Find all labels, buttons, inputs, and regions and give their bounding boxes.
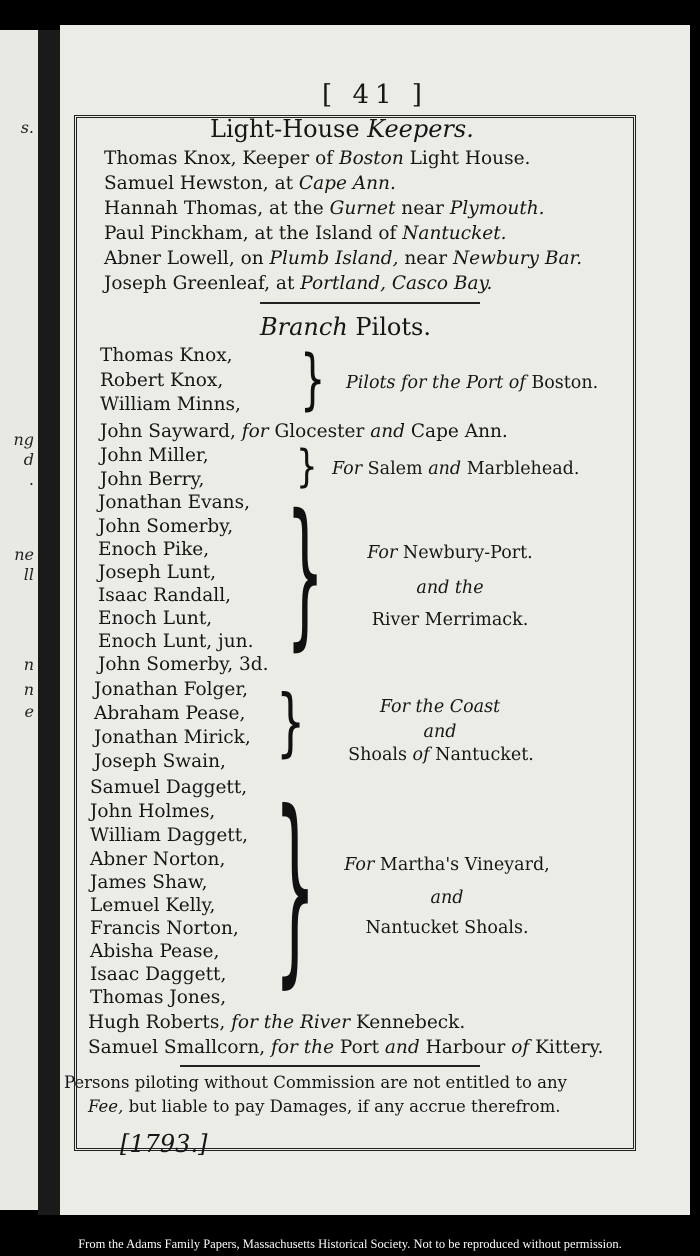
salem-description: For Salem and Marblehead.	[332, 459, 580, 479]
brace-newbury: }	[286, 481, 325, 668]
pilot-name: Jonathan Folger,	[94, 679, 249, 700]
pilot-name: Joseph Lunt,	[98, 562, 217, 583]
margin-fragment: e	[24, 702, 34, 721]
document-page	[60, 25, 690, 1215]
pilot-name: James Shaw,	[90, 872, 208, 893]
pilot-name: Jonathan Evans,	[98, 492, 250, 513]
pilot-name: Joseph Swain,	[94, 751, 226, 772]
keeper-line: Joseph Greenleaf, at Portland, Casco Bay.	[104, 273, 493, 294]
pilot-name: Enoch Lunt, jun.	[98, 631, 254, 652]
margin-fragment: ne	[14, 545, 34, 564]
pilot-name: Jonathan Mirick,	[94, 727, 251, 748]
copyright-footer: From the Adams Family Papers, Massachusetts Historical Society. Not to be reproduced without permission.	[78, 1237, 622, 1251]
nantucket-description-2: and	[423, 722, 457, 742]
vineyard-description-3: Nantucket Shoals.	[365, 918, 529, 938]
nantucket-description-3: Shoals of Nantucket.	[348, 745, 534, 765]
margin-fragment: ng	[13, 430, 34, 449]
pilot-name: William Minns,	[100, 394, 241, 415]
pilot-name: John Miller,	[100, 445, 209, 466]
pilot-name: John Berry,	[100, 469, 205, 490]
margin-fragment: n	[23, 655, 34, 674]
newbury-description-2: and the	[416, 578, 484, 598]
pilot-name: John Holmes,	[90, 801, 216, 822]
margin-fragment: .	[28, 470, 34, 489]
nantucket-description-1: For the Coast	[379, 697, 501, 717]
page-number: [ 41 ]	[322, 80, 428, 110]
brace-boston: }	[300, 342, 326, 418]
pilot-name: John Somerby,	[98, 516, 234, 537]
brace-nantucket: }	[276, 678, 306, 765]
pilot-line: John Sayward, for Glocester and Cape Ann.	[100, 421, 508, 442]
boston-description: Pilots for the Port of Boston.	[346, 373, 599, 393]
keepers-heading: Light-House Keepers.	[210, 115, 474, 143]
pilot-name: Robert Knox,	[100, 370, 224, 391]
pilot-line: Samuel Smallcorn, for the Port and Harbour of Kittery.	[88, 1037, 604, 1058]
pilot-name: Thomas Knox,	[100, 345, 233, 366]
pilot-line: Hugh Roberts, for the River Kennebeck.	[88, 1012, 466, 1033]
brace-salem: }	[296, 441, 318, 494]
keeper-line: Abner Lowell, on Plumb Island, near Newbury Bar.	[104, 248, 583, 269]
pilot-name: Francis Norton,	[90, 918, 239, 939]
pilot-name: Abisha Pease,	[90, 941, 220, 962]
notice-line-1: Persons piloting without Commission are not entitled to any	[64, 1073, 567, 1092]
keeper-line: Paul Pinckham, at the Island of Nantucket.	[104, 223, 507, 244]
notice-line-2: Fee, but liable to pay Damages, if any accrue therefrom.	[88, 1097, 561, 1116]
pilot-name: Samuel Daggett,	[90, 777, 248, 798]
margin-fragment: d	[23, 450, 34, 469]
newbury-description-3: River Merrimack.	[371, 610, 529, 630]
pilot-name: Enoch Pike,	[98, 539, 210, 560]
handwritten-year: [1793.]	[120, 1130, 208, 1158]
brace-vineyard: }	[274, 768, 316, 1008]
margin-fragment: n	[23, 680, 34, 699]
pilot-name: Isaac Randall,	[98, 585, 231, 606]
keeper-line: Samuel Hewston, at Cape Ann.	[104, 173, 396, 194]
pilot-name: William Daggett,	[90, 825, 249, 846]
keeper-line: Hannah Thomas, at the Gurnet near Plymouth.	[104, 198, 545, 219]
newbury-description-1: For Newbury-Port.	[367, 543, 533, 563]
facing-page-edge	[0, 30, 38, 1210]
section-rule	[180, 1065, 480, 1067]
pilot-name: Abner Norton,	[90, 849, 226, 870]
pilot-name: Abraham Pease,	[94, 703, 246, 724]
vineyard-description-2: and	[430, 888, 464, 908]
book-spine	[38, 30, 62, 1215]
vineyard-description-1: For Martha's Vineyard,	[344, 855, 550, 875]
pilot-name: John Somerby, 3d.	[98, 654, 269, 675]
keeper-line: Thomas Knox, Keeper of Boston Light House.	[104, 148, 531, 169]
pilot-name: Enoch Lunt,	[98, 608, 213, 629]
pilot-name: Isaac Daggett,	[90, 964, 227, 985]
pilot-name: Lemuel Kelly,	[90, 895, 216, 916]
pilots-heading: Branch Pilots.	[260, 313, 431, 341]
section-rule	[260, 302, 480, 304]
margin-fragment: s.	[20, 118, 34, 137]
pilot-name: Thomas Jones,	[90, 987, 227, 1008]
margin-fragment: ll	[23, 565, 34, 584]
